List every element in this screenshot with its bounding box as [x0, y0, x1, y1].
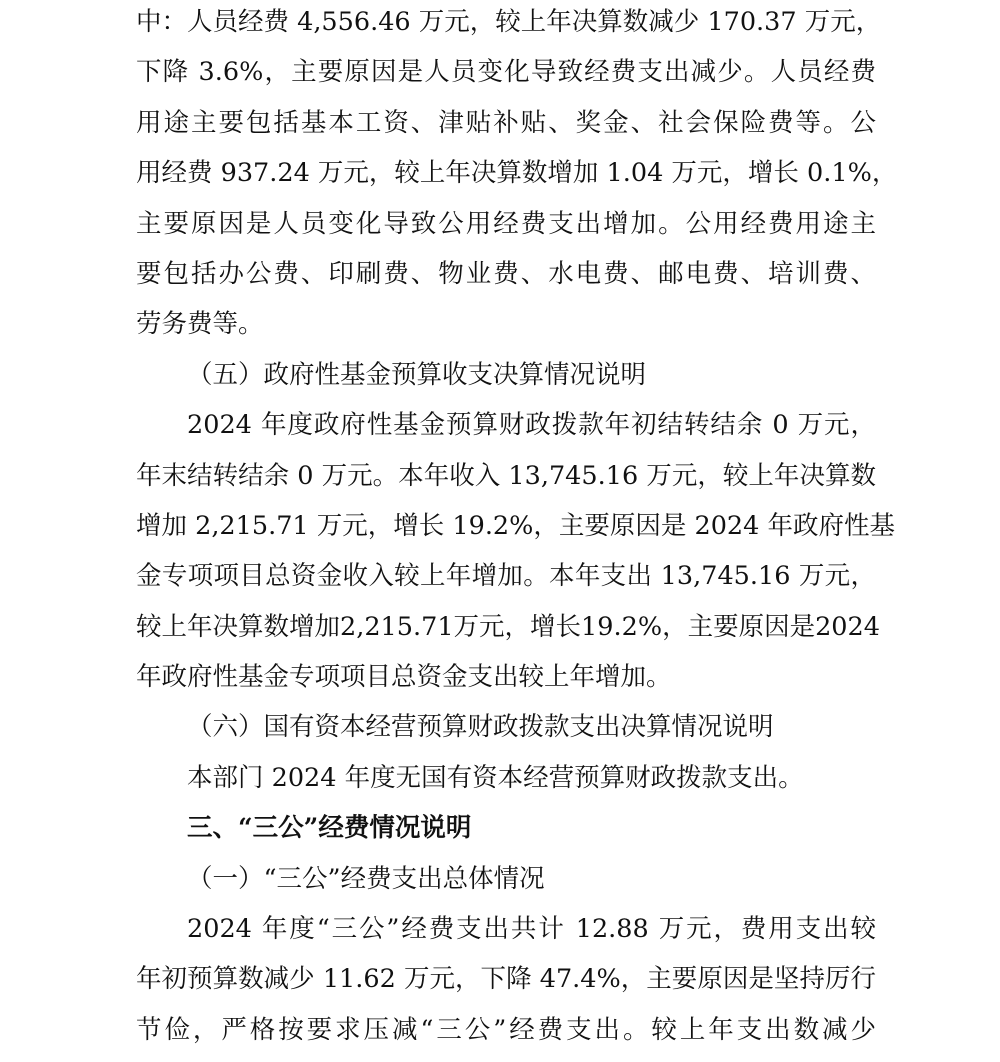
- text-line: 用途主要包括基本工资、津贴补贴、奖金、社会保险费等。公: [136, 107, 876, 138]
- text-line: 年初预算数减少 11.62 万元，下降 47.4%，主要原因是坚持厉行: [136, 964, 876, 995]
- section-heading-three-public: 三、“三公”经费情况说明: [187, 813, 472, 844]
- text-line: 用经费 937.24 万元，较上年决算数增加 1.04 万元，增长 0.1%，: [136, 158, 898, 189]
- text-line: 年政府性基金专项项目总资金支出较上年增加。: [136, 662, 672, 693]
- text-line: 要包括办公费、印刷费、物业费、水电费、邮电费、培训费、: [136, 258, 876, 289]
- section-heading-six: （六）国有资本经营预算财政拨款支出决算情况说明: [187, 712, 774, 743]
- section-heading-five: （五）政府性基金预算收支决算情况说明: [187, 359, 647, 390]
- text-line: 节俭，严格按要求压减“三公”经费支出。较上年支出数减少: [136, 1014, 876, 1045]
- text-line: 2024 年度政府性基金预算财政拨款年初结转结余 0 万元，: [187, 410, 876, 441]
- text-line: 中：人员经费 4,556.46 万元，较上年决算数减少 170.37 万元，: [136, 7, 882, 37]
- text-line: 增加 2,215.71 万元，增长 19.2%，主要原因是 2024 年政府性基: [136, 510, 895, 541]
- subsection-heading-overall: （一）“三公”经费支出总体情况: [187, 863, 545, 894]
- document-page: [136, 0, 898, 1062]
- text-line: 金专项项目总资金收入较上年增加。本年支出 13,745.16 万元，: [136, 561, 876, 592]
- text-line: 下降 3.6%，主要原因是人员变化导致经费支出减少。人员经费: [136, 57, 876, 88]
- text-line: 本部门 2024 年度无国有资本经营预算财政拨款支出。: [187, 762, 804, 793]
- text-line: 较上年决算数增加2,215.71万元，增长19.2%，主要原因是2024: [136, 611, 880, 642]
- text-line: 年末结转结余 0 万元。本年收入 13,745.16 万元，较上年决算数: [136, 460, 876, 491]
- text-line: 主要原因是人员变化导致公用经费支出增加。公用经费用途主: [136, 208, 876, 239]
- text-line: 劳务费等。: [136, 309, 264, 340]
- text-line: 2024 年度“三公”经费支出共计 12.88 万元，费用支出较: [187, 914, 876, 945]
